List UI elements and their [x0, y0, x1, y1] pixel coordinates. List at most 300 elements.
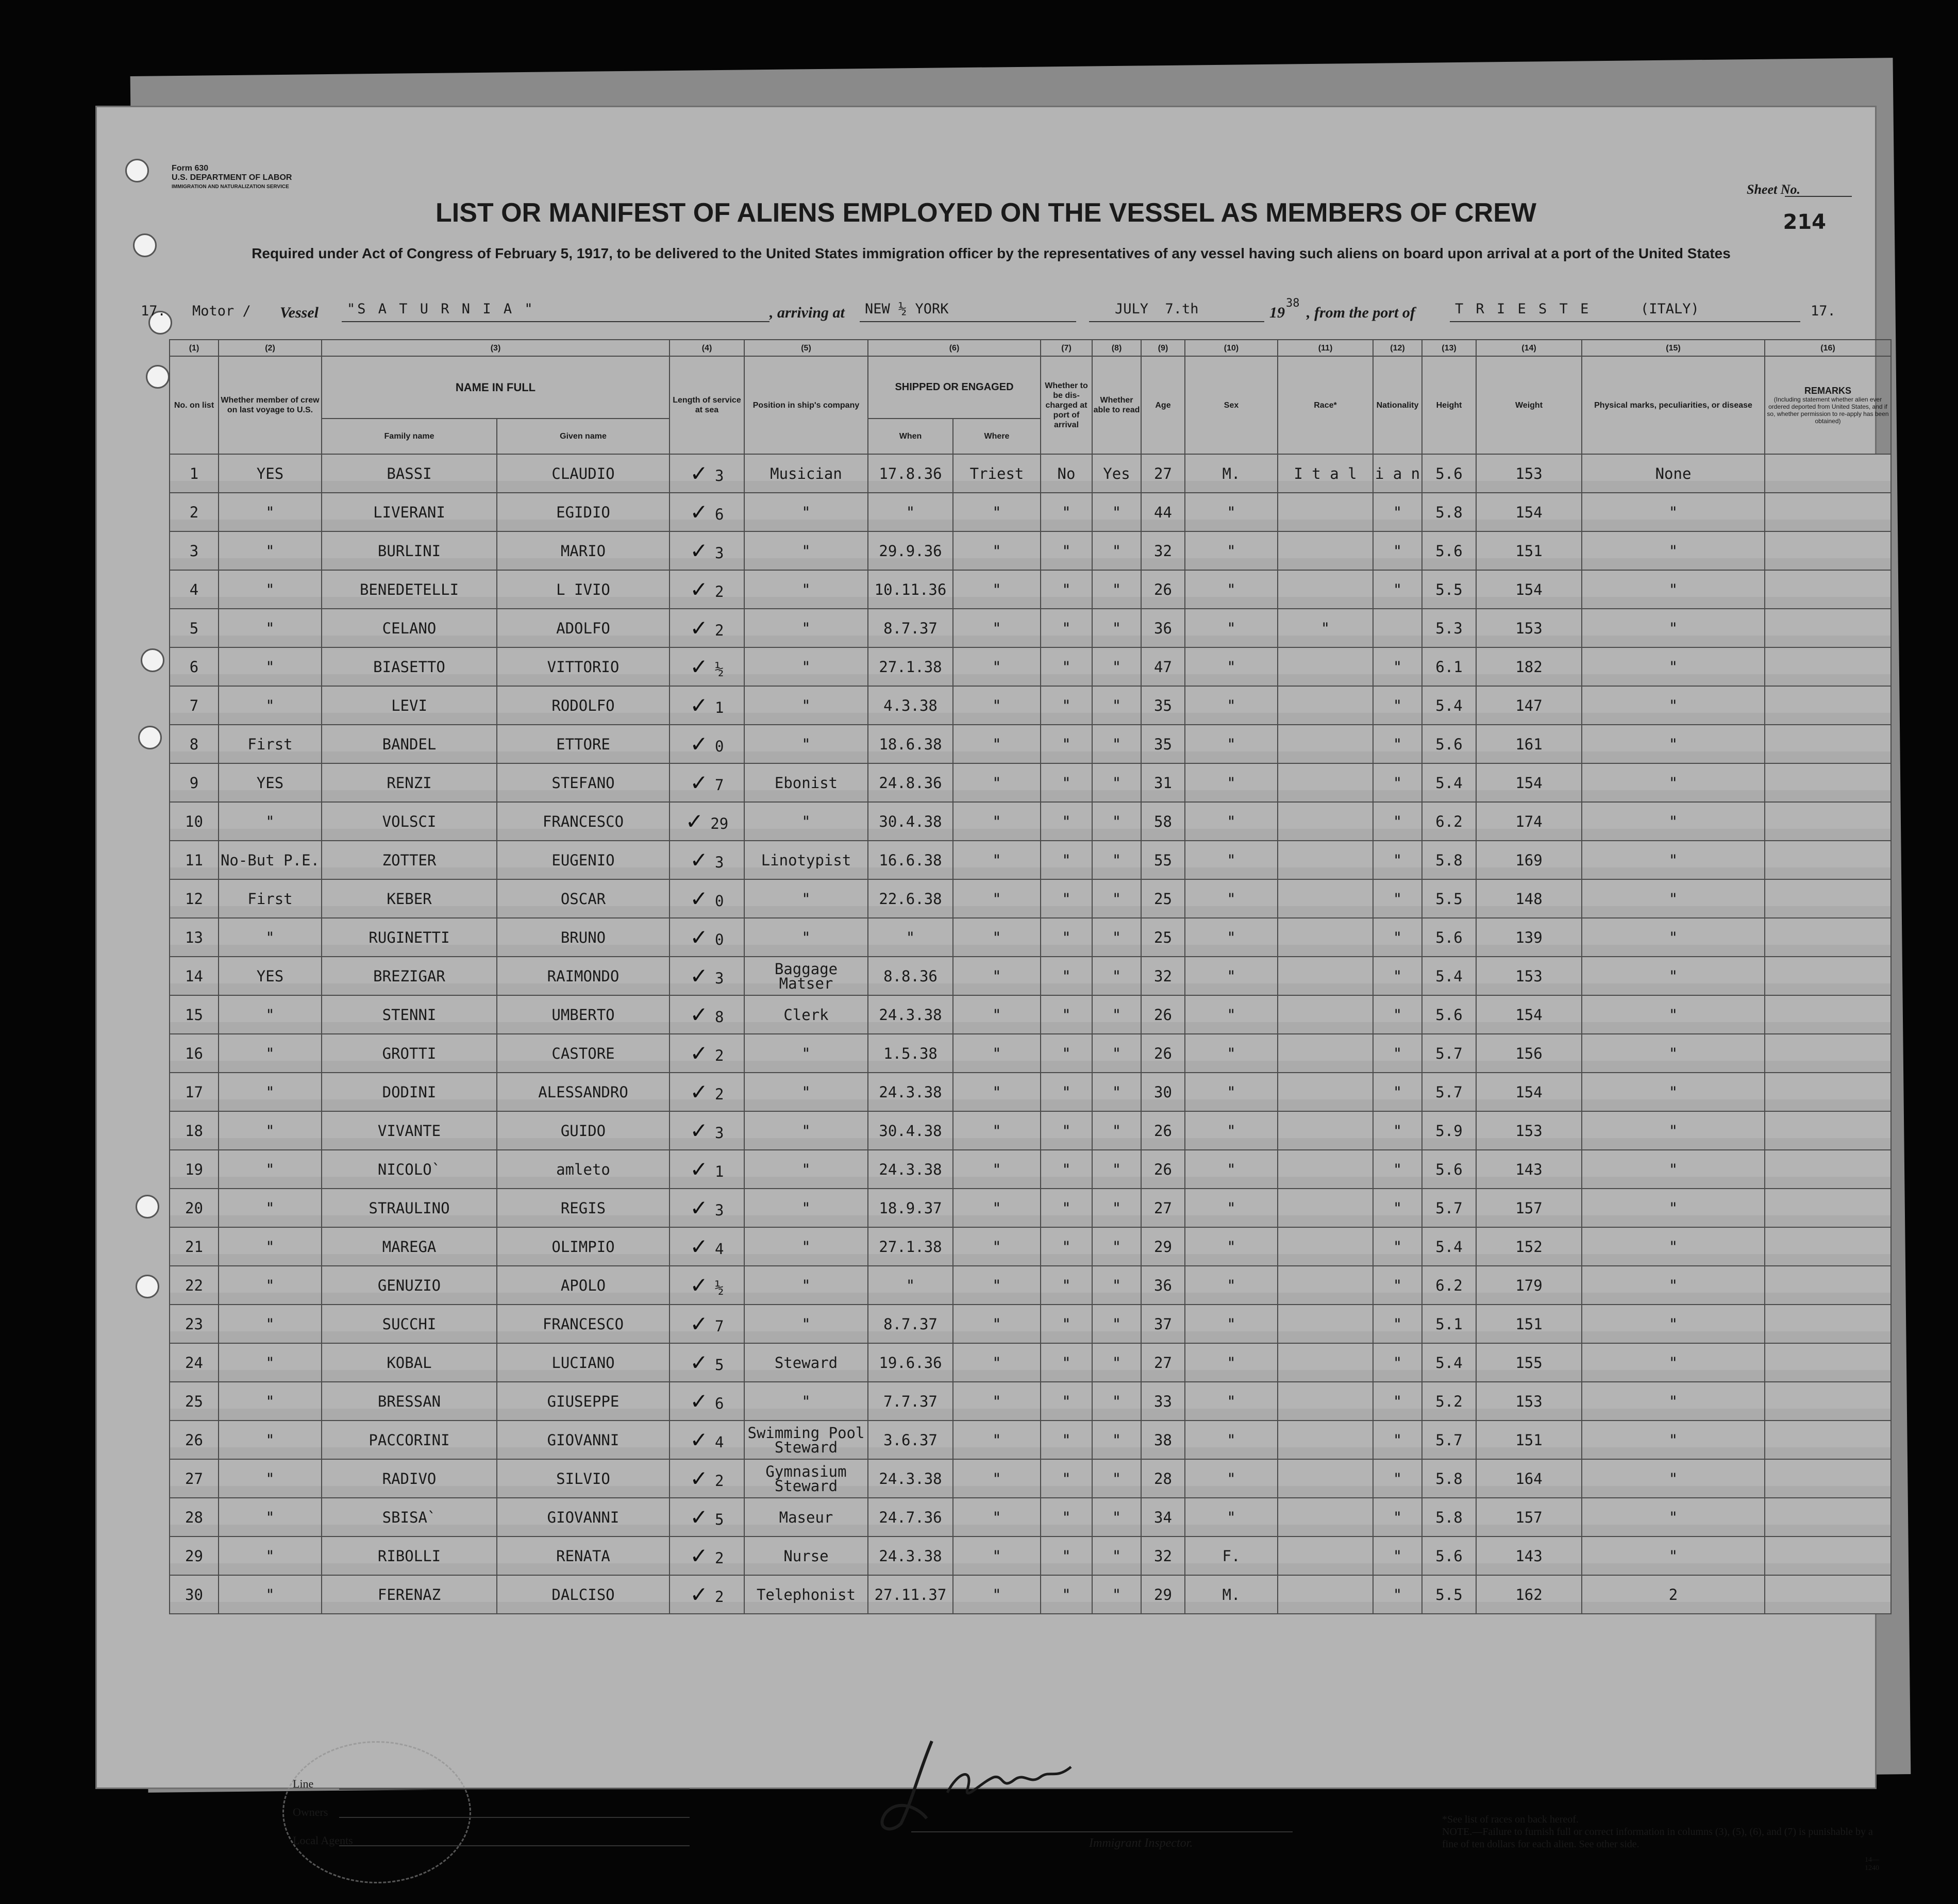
able-to-read: " [1112, 696, 1122, 714]
family-name-cell [322, 1575, 497, 1614]
shipped-when: " [906, 503, 915, 521]
able-to-read-cell [1092, 725, 1141, 763]
weight: 139 [1515, 928, 1543, 946]
age: 25 [1154, 928, 1172, 946]
last-voyage-cell [219, 1266, 322, 1305]
checkmark-icon: ✓ [690, 499, 715, 525]
family-name: PACCORINI [369, 1431, 450, 1449]
nationality-cell [1373, 1343, 1422, 1382]
year-suffix: 38 [1286, 297, 1300, 310]
last-voyage-cell [219, 841, 322, 879]
last-voyage-cell [219, 609, 322, 647]
shipped-where: " [992, 1547, 1001, 1565]
shipped-when: 1.5.38 [883, 1044, 938, 1062]
weight: 161 [1515, 735, 1543, 753]
table-row [170, 995, 1891, 1034]
height-cell [1422, 802, 1476, 841]
physical-marks-cell [1582, 1575, 1765, 1614]
given-name-cell [497, 454, 670, 493]
shipped-when: 8.8.36 [883, 967, 938, 985]
age-cell [1141, 1034, 1185, 1073]
nationality: " [1393, 1276, 1402, 1294]
row-number: 27 [185, 1469, 203, 1488]
weight: 147 [1515, 696, 1543, 714]
given-name: LUCIANO [551, 1354, 615, 1372]
nationality: " [1393, 1006, 1402, 1024]
given-name: CLAUDIO [551, 464, 615, 482]
weight-cell [1476, 1498, 1582, 1536]
age-cell [1141, 1150, 1185, 1189]
discharged: " [1062, 1354, 1071, 1372]
given-name-cell [497, 493, 670, 531]
shipped-where-cell [953, 1189, 1041, 1227]
height: 5.5 [1435, 1585, 1463, 1604]
discharged-cell [1041, 879, 1092, 918]
physical-marks-cell [1582, 531, 1765, 570]
sex: " [1227, 1044, 1236, 1062]
length-of-service-cell [670, 763, 744, 802]
length-of-service-cell [670, 570, 744, 609]
given-name: FRANCESCO [542, 812, 624, 830]
service: IMMIGRATION AND NATURALIZATION SERVICE [172, 184, 289, 190]
position: Steward [774, 1354, 838, 1372]
shipped-where-cell [953, 918, 1041, 957]
able-to-read-cell [1092, 493, 1141, 531]
able-to-read: " [1112, 967, 1122, 985]
position: " [801, 1315, 811, 1333]
sex-cell [1185, 1034, 1278, 1073]
sheet-no-label: Sheet No. [1747, 182, 1800, 197]
physical-marks: " [1668, 1006, 1678, 1024]
height: 5.6 [1435, 542, 1463, 560]
sex-cell [1185, 570, 1278, 609]
height: 5.4 [1435, 1238, 1463, 1256]
position: " [801, 1238, 811, 1256]
height: 5.6 [1435, 1160, 1463, 1178]
age-cell [1141, 1111, 1185, 1150]
able-to-read: " [1112, 1199, 1122, 1217]
given-name: EUGENIO [551, 851, 615, 869]
physical-marks-cell [1582, 1111, 1765, 1150]
nationality-cell [1373, 1266, 1422, 1305]
table-row [170, 454, 1891, 493]
last-voyage: " [265, 1006, 275, 1024]
shipped-where: " [992, 580, 1001, 598]
discharged-cell [1041, 1150, 1092, 1189]
table-row [170, 841, 1891, 879]
given-name: STEFANO [551, 774, 615, 792]
row-number-cell [170, 1034, 219, 1073]
arrival-port: NEW ½ YORK [865, 301, 949, 317]
age: 27 [1154, 464, 1172, 482]
able-to-read-cell [1092, 1073, 1141, 1111]
age: 32 [1154, 967, 1172, 985]
shipped-when: 4.3.38 [883, 696, 938, 714]
row-number: 3 [189, 542, 199, 560]
physical-marks-cell [1582, 570, 1765, 609]
physical-marks-cell [1582, 763, 1765, 802]
row-number-cell [170, 1343, 219, 1382]
last-voyage-cell [219, 1227, 322, 1266]
sex: " [1227, 696, 1236, 714]
age: 44 [1154, 503, 1172, 521]
family-name: STRAULINO [369, 1199, 450, 1217]
sex-cell [1185, 995, 1278, 1034]
weight-cell [1476, 1575, 1582, 1614]
table-row [170, 1459, 1891, 1498]
shipped-when: 24.7.36 [879, 1508, 942, 1526]
last-voyage: " [265, 1315, 275, 1333]
row-number-cell [170, 1536, 219, 1575]
physical-marks: " [1668, 851, 1678, 869]
physical-marks-cell [1582, 454, 1765, 493]
height: 5.1 [1435, 1315, 1463, 1333]
physical-marks: " [1668, 1392, 1678, 1410]
age-cell [1141, 686, 1185, 725]
checkmark-icon: ✓ [690, 963, 715, 989]
last-voyage: " [265, 542, 275, 560]
shipped-when-cell [868, 686, 953, 725]
row-number-cell [170, 995, 219, 1034]
weight-cell [1476, 493, 1582, 531]
row-number-cell [170, 1266, 219, 1305]
sex-cell [1185, 841, 1278, 879]
length-of-service-cell [670, 918, 744, 957]
length-of-service: 2 [715, 622, 724, 639]
sex: " [1227, 928, 1236, 946]
age-cell [1141, 609, 1185, 647]
family-name: BRESSAN [377, 1392, 441, 1410]
row-number-cell [170, 1227, 219, 1266]
physical-marks: " [1668, 658, 1678, 676]
physical-marks-cell [1582, 957, 1765, 995]
last-voyage-cell [219, 1459, 322, 1498]
given-name-cell [497, 1575, 670, 1614]
shipped-when: " [906, 928, 915, 946]
family-name-cell [322, 1073, 497, 1111]
remarks-cell [1765, 1575, 1891, 1614]
sex: " [1227, 1006, 1236, 1024]
length-of-service: 2 [715, 1549, 724, 1567]
last-voyage-cell [219, 454, 322, 493]
nationality-cell [1373, 841, 1422, 879]
sex: M. [1222, 464, 1241, 482]
given-name-cell [497, 1498, 670, 1536]
nationality-cell [1373, 1189, 1422, 1227]
table-row [170, 609, 1891, 647]
family-name-cell [322, 1305, 497, 1343]
last-voyage-cell [219, 686, 322, 725]
remarks-cell [1765, 802, 1891, 841]
last-voyage-cell [219, 1343, 322, 1382]
row-number: 26 [185, 1431, 203, 1449]
remarks-cell [1765, 957, 1891, 995]
sex: " [1227, 1238, 1236, 1256]
discharged: " [1062, 890, 1071, 908]
last-voyage: " [265, 1392, 275, 1410]
discharged-cell [1041, 609, 1092, 647]
shipped-where: " [992, 542, 1001, 560]
height: 5.6 [1435, 1006, 1463, 1024]
physical-marks: " [1668, 812, 1678, 830]
colnum-10: (10) [1185, 340, 1278, 356]
length-of-service: 3 [715, 1124, 724, 1142]
sheet-no-line [1785, 196, 1852, 197]
punch-hole [125, 159, 149, 182]
department: U.S. DEPARTMENT OF LABOR [172, 173, 292, 182]
vessel-motor: Motor / [192, 303, 251, 319]
header-able-to-read: Whether able to read [1092, 356, 1141, 454]
table-row [170, 1266, 1891, 1305]
age: 27 [1154, 1354, 1172, 1372]
sex: " [1227, 1469, 1236, 1488]
sex-cell [1185, 1073, 1278, 1111]
race-cell [1278, 570, 1373, 609]
given-name: GIUSEPPE [547, 1392, 620, 1410]
shipped-where: " [992, 774, 1001, 792]
given-name: REGIS [560, 1199, 606, 1217]
height: 5.6 [1435, 735, 1463, 753]
length-of-service: 3 [715, 854, 724, 871]
sex: " [1227, 542, 1236, 560]
discharged: " [1062, 1238, 1071, 1256]
shipped-where: " [992, 928, 1001, 946]
last-voyage: YES [256, 967, 284, 985]
row-number: 19 [185, 1160, 203, 1178]
family-name-cell [322, 531, 497, 570]
last-voyage-cell [219, 918, 322, 957]
family-name: MAREGA [382, 1238, 437, 1256]
shipped-when-cell [868, 1150, 953, 1189]
table-row [170, 1498, 1891, 1536]
header-name-in-full: NAME IN FULL [322, 356, 670, 419]
row-number: 7 [189, 696, 199, 714]
shipped-where-cell [953, 531, 1041, 570]
physical-marks: " [1668, 619, 1678, 637]
race-cell [1278, 1343, 1373, 1382]
family-name: BIASETTO [373, 658, 445, 676]
nationality: " [1393, 1392, 1402, 1410]
physical-marks-cell [1582, 879, 1765, 918]
row-number-cell [170, 1459, 219, 1498]
last-voyage-cell [219, 879, 322, 918]
race-cell [1278, 1421, 1373, 1459]
shipped-when: 30.4.38 [879, 812, 942, 830]
given-name-cell [497, 1382, 670, 1421]
checkmark-icon: ✓ [690, 461, 715, 486]
family-name-cell [322, 686, 497, 725]
physical-marks: " [1668, 774, 1678, 792]
checkmark-icon: ✓ [690, 1543, 715, 1568]
race-cell [1278, 1575, 1373, 1614]
family-name: BANDEL [382, 735, 437, 753]
discharged: " [1062, 619, 1071, 637]
table-row [170, 763, 1891, 802]
shipped-where-cell [953, 647, 1041, 686]
shipped-where: " [992, 619, 1001, 637]
shipped-where: " [992, 1083, 1001, 1101]
length-of-service: ½ [715, 1279, 724, 1296]
age-cell [1141, 1305, 1185, 1343]
shipped-where: " [992, 1469, 1001, 1488]
nationality-cell [1373, 1150, 1422, 1189]
length-of-service-cell [670, 686, 744, 725]
shipped-when: 27.1.38 [879, 1238, 942, 1256]
age-cell [1141, 531, 1185, 570]
position: " [801, 1160, 811, 1178]
row-number: 1 [189, 464, 199, 482]
weight: 157 [1515, 1199, 1543, 1217]
physical-marks: " [1668, 928, 1678, 946]
sex: " [1227, 890, 1236, 908]
weight-cell [1476, 918, 1582, 957]
row-number-cell [170, 1421, 219, 1459]
family-name-cell [322, 1459, 497, 1498]
shipped-when: 27.1.38 [879, 658, 942, 676]
position: Telephonist [756, 1585, 856, 1604]
last-voyage: " [265, 928, 275, 946]
shipped-where-cell [953, 1111, 1041, 1150]
family-name: CELANO [382, 619, 437, 637]
length-of-service-cell [670, 454, 744, 493]
nationality: " [1393, 1122, 1402, 1140]
age: 26 [1154, 1044, 1172, 1062]
header-remarks [1765, 356, 1891, 454]
position-cell [744, 1266, 868, 1305]
position: Musician [770, 464, 842, 482]
checkmark-icon: ✓ [690, 693, 715, 718]
weight: 153 [1515, 1122, 1543, 1140]
header-length-of-service: Length of service at sea [670, 356, 744, 454]
family-name: BURLINI [377, 542, 441, 560]
row-number: 24 [185, 1354, 203, 1372]
discharged-cell [1041, 1266, 1092, 1305]
checkmark-icon: ✓ [690, 886, 715, 911]
given-name-cell [497, 609, 670, 647]
discharged-cell [1041, 1498, 1092, 1536]
nationality-cell [1373, 725, 1422, 763]
race-cell [1278, 957, 1373, 995]
nationality-cell [1373, 1459, 1422, 1498]
family-name: DODINI [382, 1083, 437, 1101]
shipped-when-cell [868, 1536, 953, 1575]
sex-cell [1185, 957, 1278, 995]
length-of-service-cell [670, 647, 744, 686]
family-name-cell [322, 1343, 497, 1382]
physical-marks: " [1668, 1354, 1678, 1372]
race-cell [1278, 1382, 1373, 1421]
given-name-cell [497, 647, 670, 686]
height-cell [1422, 1305, 1476, 1343]
sex-cell [1185, 531, 1278, 570]
height: 5.4 [1435, 1354, 1463, 1372]
race-cell [1278, 1111, 1373, 1150]
discharged-cell [1041, 1034, 1092, 1073]
discharged-cell [1041, 725, 1092, 763]
nationality-cell [1373, 1498, 1422, 1536]
given-name-cell [497, 1266, 670, 1305]
line-field [339, 1789, 690, 1790]
race-cell [1278, 493, 1373, 531]
age-cell [1141, 879, 1185, 918]
length-of-service-cell [670, 995, 744, 1034]
sex-cell [1185, 879, 1278, 918]
race-cell [1278, 1227, 1373, 1266]
weight-cell [1476, 1343, 1582, 1382]
able-to-read: " [1112, 1044, 1122, 1062]
physical-marks-cell [1582, 1150, 1765, 1189]
age-cell [1141, 1382, 1185, 1421]
family-name-cell [322, 763, 497, 802]
age-cell [1141, 454, 1185, 493]
nationality: " [1393, 851, 1402, 869]
family-name: LIVERANI [373, 503, 445, 521]
row-number-cell [170, 686, 219, 725]
position-cell [744, 763, 868, 802]
checkmark-icon: ✓ [690, 1427, 715, 1452]
shipped-where: " [992, 1122, 1001, 1140]
remarks-cell [1765, 763, 1891, 802]
family-name: ZOTTER [382, 851, 437, 869]
row-number-cell [170, 725, 219, 763]
shipped-when-cell [868, 1073, 953, 1111]
able-to-read: " [1112, 735, 1122, 753]
family-name-cell [322, 957, 497, 995]
vessel-line [141, 298, 1852, 324]
last-voyage-cell [219, 1536, 322, 1575]
physical-marks-cell [1582, 1343, 1765, 1382]
able-to-read-cell [1092, 531, 1141, 570]
header-physical-marks: Physical marks, peculiarities, or disease [1582, 356, 1765, 454]
length-of-service: 5 [715, 1356, 724, 1374]
family-name: SBISA` [382, 1508, 437, 1526]
shipped-where: " [992, 967, 1001, 985]
discharged: " [1062, 696, 1071, 714]
sex-cell [1185, 454, 1278, 493]
age-cell [1141, 1227, 1185, 1266]
weight: 174 [1515, 812, 1543, 830]
family-name-cell [322, 1150, 497, 1189]
last-voyage-cell [219, 1189, 322, 1227]
header-no-on-list: No. on list [170, 356, 219, 454]
punch-hole [136, 1195, 159, 1218]
able-to-read-cell [1092, 995, 1141, 1034]
nationality-cell [1373, 957, 1422, 995]
nationality: " [1393, 735, 1402, 753]
race: " [1320, 619, 1330, 637]
height-cell [1422, 647, 1476, 686]
position-cell [744, 1498, 868, 1536]
nationality: " [1393, 1354, 1402, 1372]
remarks-cell [1765, 1343, 1891, 1382]
nationality-cell [1373, 1421, 1422, 1459]
position: " [801, 696, 811, 714]
age-cell [1141, 957, 1185, 995]
given-name-cell [497, 1459, 670, 1498]
table-row [170, 1034, 1891, 1073]
weight: 157 [1515, 1508, 1543, 1526]
given-name: APOLO [560, 1276, 606, 1294]
shipped-where-cell [953, 879, 1041, 918]
family-name: BENEDETELLI [359, 580, 459, 598]
position-cell [744, 1305, 868, 1343]
height: 6.2 [1435, 1276, 1463, 1294]
given-name: CASTORE [551, 1044, 615, 1062]
remarks-cell [1765, 531, 1891, 570]
family-name-cell [322, 647, 497, 686]
nationality-cell [1373, 609, 1422, 647]
races-note: *See list of races on back hereof. [1442, 1814, 1579, 1825]
